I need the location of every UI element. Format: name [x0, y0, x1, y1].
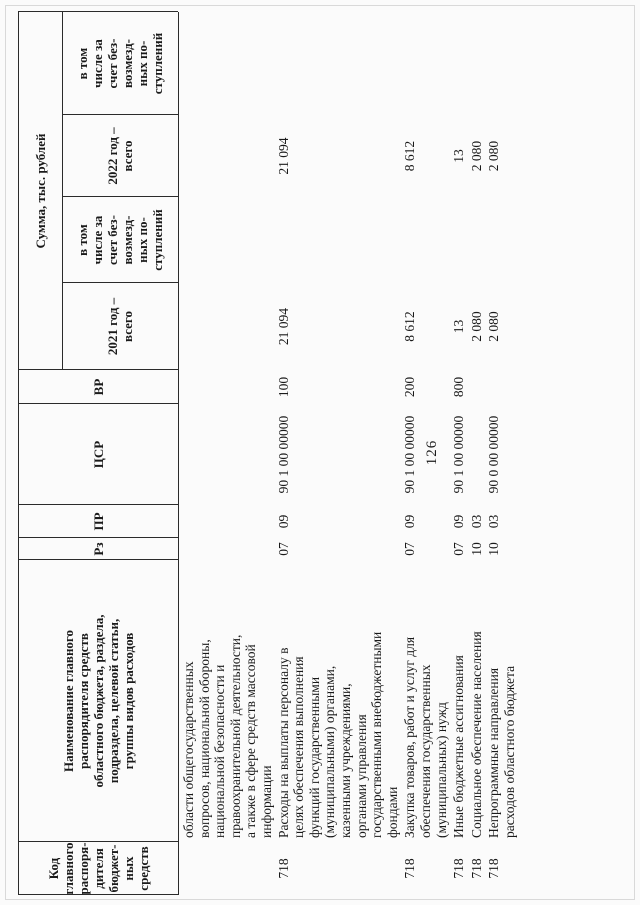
row-name-line: целях обеспечения выполнения	[291, 656, 307, 838]
continuation-text-line: правоохранительной деятельности,	[227, 634, 243, 838]
row-y2021: 2 080	[486, 311, 502, 342]
continuation-text-line: вопросов, национальной обороны,	[196, 639, 212, 838]
header-text-line: Сумма, тыс. рублей	[32, 133, 48, 249]
header-2021-total	[62, 283, 178, 370]
row-rz: 07	[275, 542, 291, 556]
header-text-line: всего	[120, 311, 135, 342]
header-text-line: счет без-	[105, 38, 120, 89]
header-text-line: распоря-	[75, 842, 91, 895]
row-code: 718	[486, 858, 502, 879]
header-rz	[18, 538, 178, 560]
header-sum-group	[18, 12, 62, 370]
row-pr: 03	[468, 514, 484, 529]
row-code: 718	[468, 858, 484, 879]
continuation-text-line: национальной безопасности и	[212, 664, 228, 838]
header-text-line: в том	[75, 47, 90, 80]
row-rz: 10	[486, 542, 502, 556]
header-bottom-line	[178, 12, 179, 895]
header-text-line: в том	[75, 224, 90, 256]
row-y2021: 8 612	[402, 311, 418, 342]
header-text-line: областного бюджета, раздела,	[90, 614, 106, 788]
header-text-line: возмезд-	[120, 215, 135, 265]
row-vr: 800	[451, 376, 467, 398]
header-text-line: числе за	[90, 39, 105, 88]
row-name-line: обеспечения государственных	[418, 664, 433, 838]
continuation-text-line: области общегосударственных	[181, 661, 196, 838]
row-name-line: фондами	[384, 786, 400, 838]
header-text-line: возмезд-	[120, 39, 135, 89]
header-2022-total	[62, 115, 178, 197]
row-name-line: Социальное обеспечение населения	[468, 631, 484, 838]
row-y2022: 13	[451, 149, 467, 163]
row-name-line: расходов областного бюджета	[502, 665, 517, 838]
header-code	[18, 842, 178, 895]
header-text-line: ПР	[90, 512, 106, 531]
header-text-line: всего	[120, 140, 135, 172]
row-name-line: (муниципальных) нужд	[433, 702, 449, 838]
row-y2021: 2 080	[468, 311, 484, 342]
header-text-line: главного	[60, 842, 76, 895]
header-text-line: группы видов расходов	[120, 632, 136, 770]
row-name-line: органами управления	[353, 714, 369, 838]
row-name-line: Иные бюджетные ассигнования	[451, 655, 467, 838]
row-y2022: 2 080	[468, 140, 484, 172]
row-vr: 100	[275, 376, 291, 398]
row-y2022: 21 094	[275, 137, 291, 175]
row-csr: 90 0 00 00000	[486, 415, 502, 494]
header-text-line: ступлений	[150, 209, 165, 271]
row-y2022: 2 080	[486, 140, 502, 172]
row-code: 718	[402, 858, 418, 879]
row-name-line: Расходы на выплаты персоналу в	[275, 647, 291, 838]
header-pr	[18, 505, 178, 538]
row-csr: 90 1 00 00000	[451, 415, 467, 494]
header-text-line: ных по-	[135, 217, 150, 263]
header-text-line: счет без-	[105, 215, 120, 265]
row-code: 718	[451, 858, 467, 879]
header-text-line: распорядителя средств	[75, 633, 91, 769]
row-pr: 09	[275, 514, 291, 529]
header-text-line: числе за	[90, 215, 105, 265]
row-rz: 10	[468, 542, 484, 556]
header-text-line: бюджет-	[105, 844, 121, 893]
row-y2021: 21 094	[275, 307, 291, 346]
row-y2021: 13	[451, 319, 467, 334]
continuation-text-line: а также в сфере средств массовой	[243, 644, 259, 838]
row-y2022: 8 612	[402, 140, 418, 172]
row-pr: 03	[486, 514, 502, 529]
row-name-line: Непрограммные направления	[486, 667, 502, 838]
header-text-line: средств	[135, 846, 151, 891]
header-name	[18, 560, 178, 842]
header-text-line: Код	[45, 857, 61, 880]
header-text-line: ВР	[90, 378, 106, 396]
continuation-text-line: информации	[259, 765, 274, 838]
row-csr: 90 1 00 00000	[402, 415, 418, 494]
header-text-line: 2022 год –	[105, 127, 120, 185]
header-vr	[18, 370, 178, 404]
row-name-line: (муниципальными) органами,	[322, 665, 338, 838]
page-number: 126	[424, 439, 440, 466]
row-pr: 09	[451, 514, 467, 529]
header-text-line: Наименование главного	[60, 629, 76, 773]
row-pr: 09	[402, 514, 418, 529]
header-text-line: 2021 год –	[105, 297, 120, 356]
row-name-line: государственными внебюджетными	[369, 631, 385, 838]
row-name-line: функций государственными	[306, 676, 322, 838]
header-text-line: ступлений	[150, 32, 165, 95]
header-text-line: ЦСР	[90, 440, 106, 469]
header-text-line: дителя	[90, 848, 106, 889]
header-text-line: ных по-	[135, 40, 150, 87]
row-name-line: казенными учреждениями,	[338, 683, 353, 838]
row-rz: 07	[451, 542, 467, 556]
row-rz: 07	[402, 542, 418, 556]
row-vr: 200	[402, 376, 418, 398]
header-2021-free	[62, 197, 178, 283]
header-csr	[18, 404, 178, 505]
row-csr: 90 1 00 00000	[275, 415, 291, 494]
header-2022-free	[62, 12, 178, 115]
row-name-line: Закупка товаров, работ и услуг для	[402, 636, 418, 838]
row-code: 718	[275, 858, 291, 879]
header-text-line: подраздела, целевой статьи,	[105, 618, 121, 784]
header-text-line: Рз	[90, 542, 106, 556]
header-text-line: ных	[120, 856, 136, 881]
